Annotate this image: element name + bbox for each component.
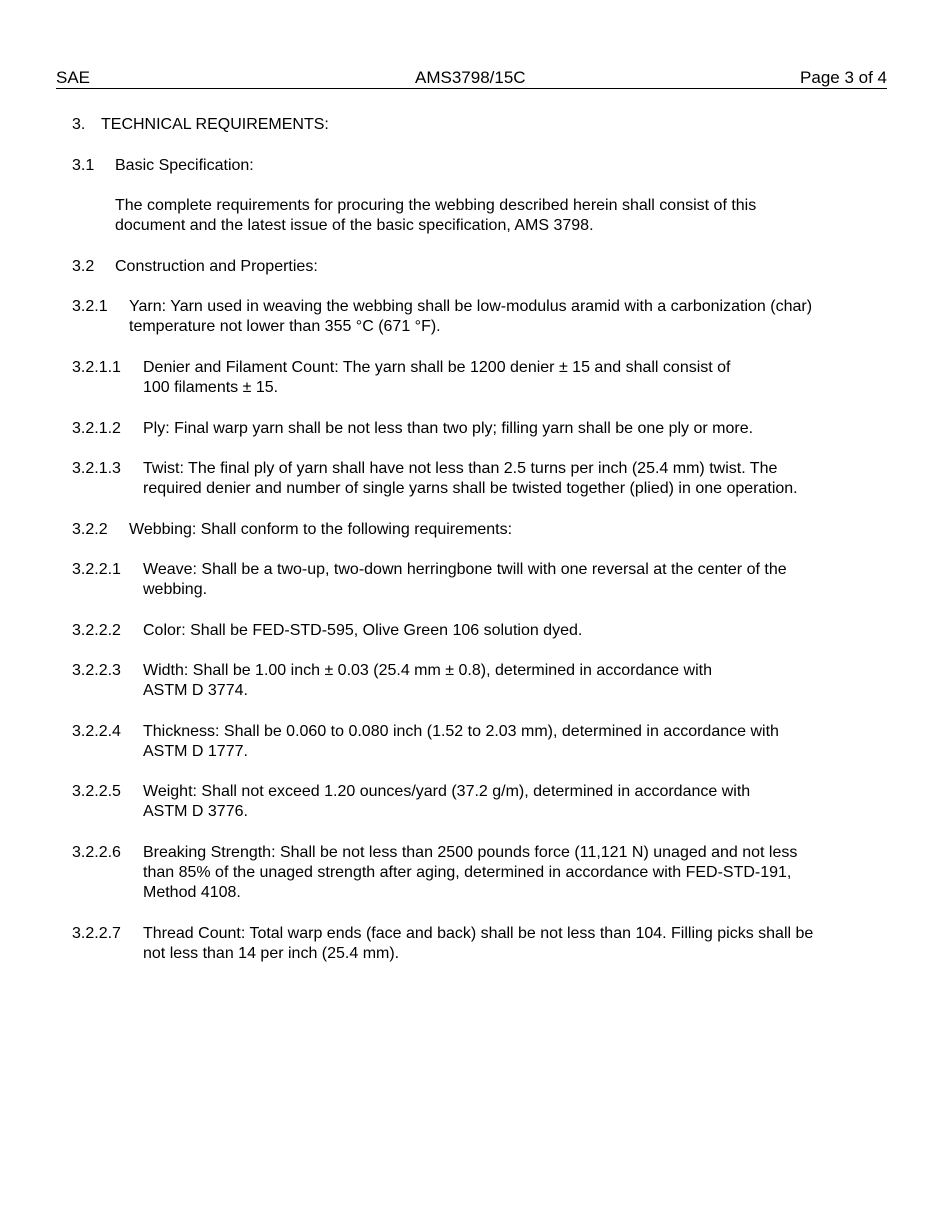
section-number: 3.2.2 [72,521,108,538]
paragraph-line: required denier and number of single yarns shall be twisted together (plied) in one operation. [143,480,798,497]
paragraph-line: Denier and Filament Count: The yarn shall be 1200 denier ± 15 and shall consist of [143,359,731,376]
paragraph-line: Width: Shall be 1.00 inch ± 0.03 (25.4 mm ± 0.8), determined in accordance with [143,662,712,679]
paragraph-line: The complete requirements for procuring the webbing described herein shall consist of this [115,197,757,214]
section-heading: Basic Specification: [115,157,254,174]
paragraph-line: ASTM D 3774. [143,682,248,699]
header-page-number: Page 3 of 4 [800,68,887,87]
section-number: 3.2.2.4 [72,723,121,740]
header-doc-number: AMS3798/15C [415,68,526,87]
section-number: 3.2.1 [72,298,108,315]
paragraph-line: Color: Shall be FED-STD-595, Olive Green 106 solution dyed. [143,622,583,639]
paragraph-line: Yarn: Yarn used in weaving the webbing shall be low-modulus aramid with a carbonization (char) [129,298,813,315]
section-number: 3.2.2.7 [72,925,121,942]
paragraph-line: Weight: Shall not exceed 1.20 ounces/yard (37.2 g/m), determined in accordance with [143,783,751,800]
section-number: 3.2.2.3 [72,662,121,679]
paragraph-line: than 85% of the unaged strength after aging, determined in accordance with FED-STD-191, [143,864,792,881]
paragraph-line: not less than 14 per inch (25.4 mm). [143,945,400,962]
section-heading: TECHNICAL REQUIREMENTS: [101,116,329,133]
paragraph-line: Webbing: Shall conform to the following requirements: [129,521,513,538]
header-org: SAE [56,68,91,87]
paragraph-line: ASTM D 1777. [143,743,248,760]
paragraph-line: Breaking Strength: Shall be not less than 2500 pounds force (11,121 N) unaged and not less [143,844,798,861]
page-header [56,68,887,89]
section-number: 3.2.1.3 [72,460,121,477]
section-number: 3.2.2.1 [72,561,121,578]
section-number: 3.2.1.1 [72,359,121,376]
section-heading: Construction and Properties: [115,258,318,275]
section-number: 3.2.2.5 [72,783,121,800]
section-number: 3.2.2.6 [72,844,121,861]
paragraph-line: Method 4108. [143,884,241,901]
section-number: 3.2 [72,258,95,275]
paragraph-line: Weave: Shall be a two-up, two-down herringbone twill with one reversal at the center of the [143,561,787,578]
section-number: 3. [72,116,86,133]
paragraph-line: Twist: The final ply of yarn shall have not less than 2.5 turns per inch (25.4 mm) twist. The [143,460,778,477]
paragraph-line: Thread Count: Total warp ends (face and back) shall be not less than 104. Filling picks shall be [143,925,814,942]
paragraph-line: Thickness: Shall be 0.060 to 0.080 inch (1.52 to 2.03 mm), determined in accordance with [143,723,779,740]
section-number: 3.2.1.2 [72,420,121,437]
paragraph-line: 100 filaments ± 15. [143,379,279,396]
paragraph-line: Ply: Final warp yarn shall be not less than two ply; filling yarn shall be one ply or more. [143,420,754,437]
paragraph-line: document and the latest issue of the basic specification, AMS 3798. [115,217,594,234]
section-number: 3.2.2.2 [72,622,121,639]
paragraph-line: ASTM D 3776. [143,803,248,820]
paragraph-line: webbing. [143,581,208,598]
paragraph-line: temperature not lower than 355 °C (671 °F). [129,318,441,335]
section-number: 3.1 [72,157,95,174]
